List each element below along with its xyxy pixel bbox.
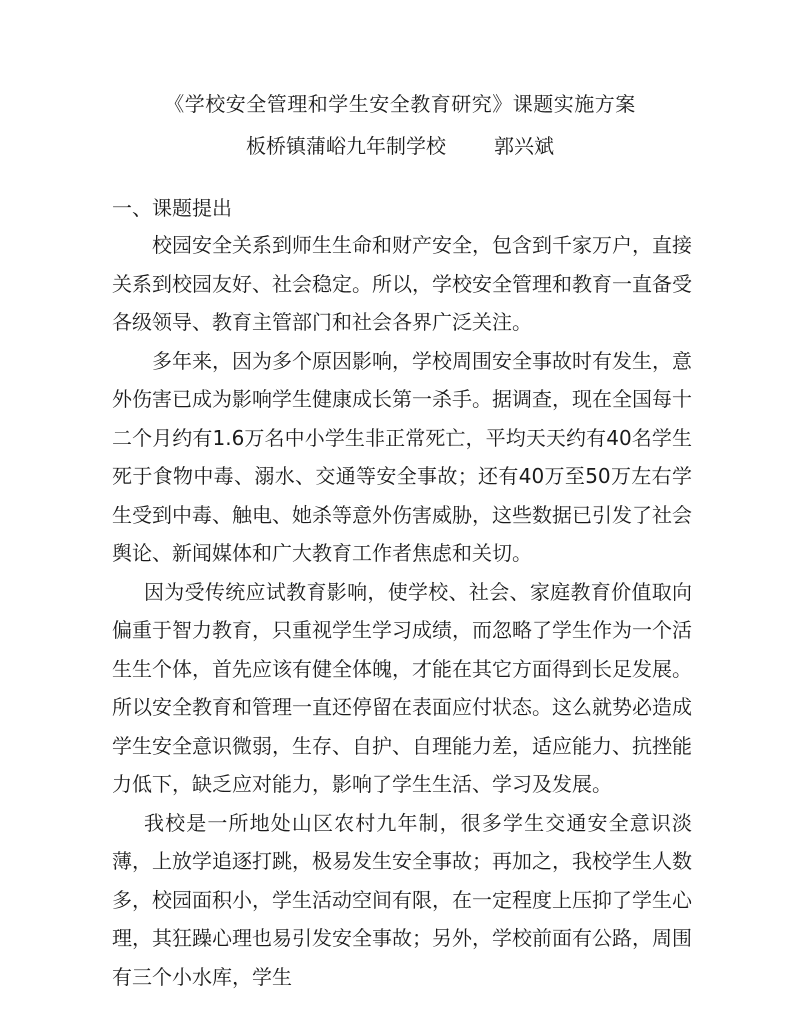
- section-heading: 一、课题提出: [112, 196, 232, 220]
- paragraph: 我校是一所地处山区农村九年制，很多学生交通安全意识淡薄，上放学追逐打跳，极易发生安全事故；再加之，我校学生人数多，校园面积小，学生活动空间有限，在一定程度上压抑了学生心理，其狂躁心理也易引发安全事故；另外，学校前面有公路，周围有三个小水库，学生: [112, 810, 692, 989]
- author-name: 郭兴斌: [494, 134, 554, 158]
- school-name: 板桥镇蒲峪九年制学校: [246, 134, 446, 158]
- document-title: 《学校安全管理和学生安全教育研究》课题实施方案: [164, 92, 636, 116]
- document-byline: [0, 130, 800, 159]
- paragraph: 多年来，因为多个原因影响，学校周围安全事故时有发生，意外伤害已成为影响学生健康成长第一杀手。据调查，现在全国每十二个月约有1.6万名中小学生非正常死亡，平均天天约有40名学生死于食物中毒、溺水、交通等安全事故；还有40万至50万左右学生受到中毒、触电、她杀等意外伤害威胁，这些数据已引发了社会舆论、新闻媒体和广大教育工作者焦虑和关切。: [112, 348, 692, 565]
- document-body: [112, 226, 692, 996]
- paragraph: 因为受传统应试教育影响，使学校、社会、家庭教育价值取向偏重于智力教育，只重视学生学习成绩，而忽略了学生作为一个活生生个体，首先应该有健全体魄，才能在其它方面得到长足发展。所以安全教育和管理一直还停留在表面应付状态。这么就势必造成学生安全意识微弱，生存、自护、自理能力差，适应能力、抗挫能力低下，缺乏应对能力，影响了学生生活、学习及发展。: [112, 579, 692, 796]
- paragraph: 校园安全关系到师生生命和财产安全，包含到千家万户，直接关系到校园友好、社会稳定。所以，学校安全管理和教育一直备受各级领导、教育主管部门和社会各界广泛关注。: [112, 233, 692, 334]
